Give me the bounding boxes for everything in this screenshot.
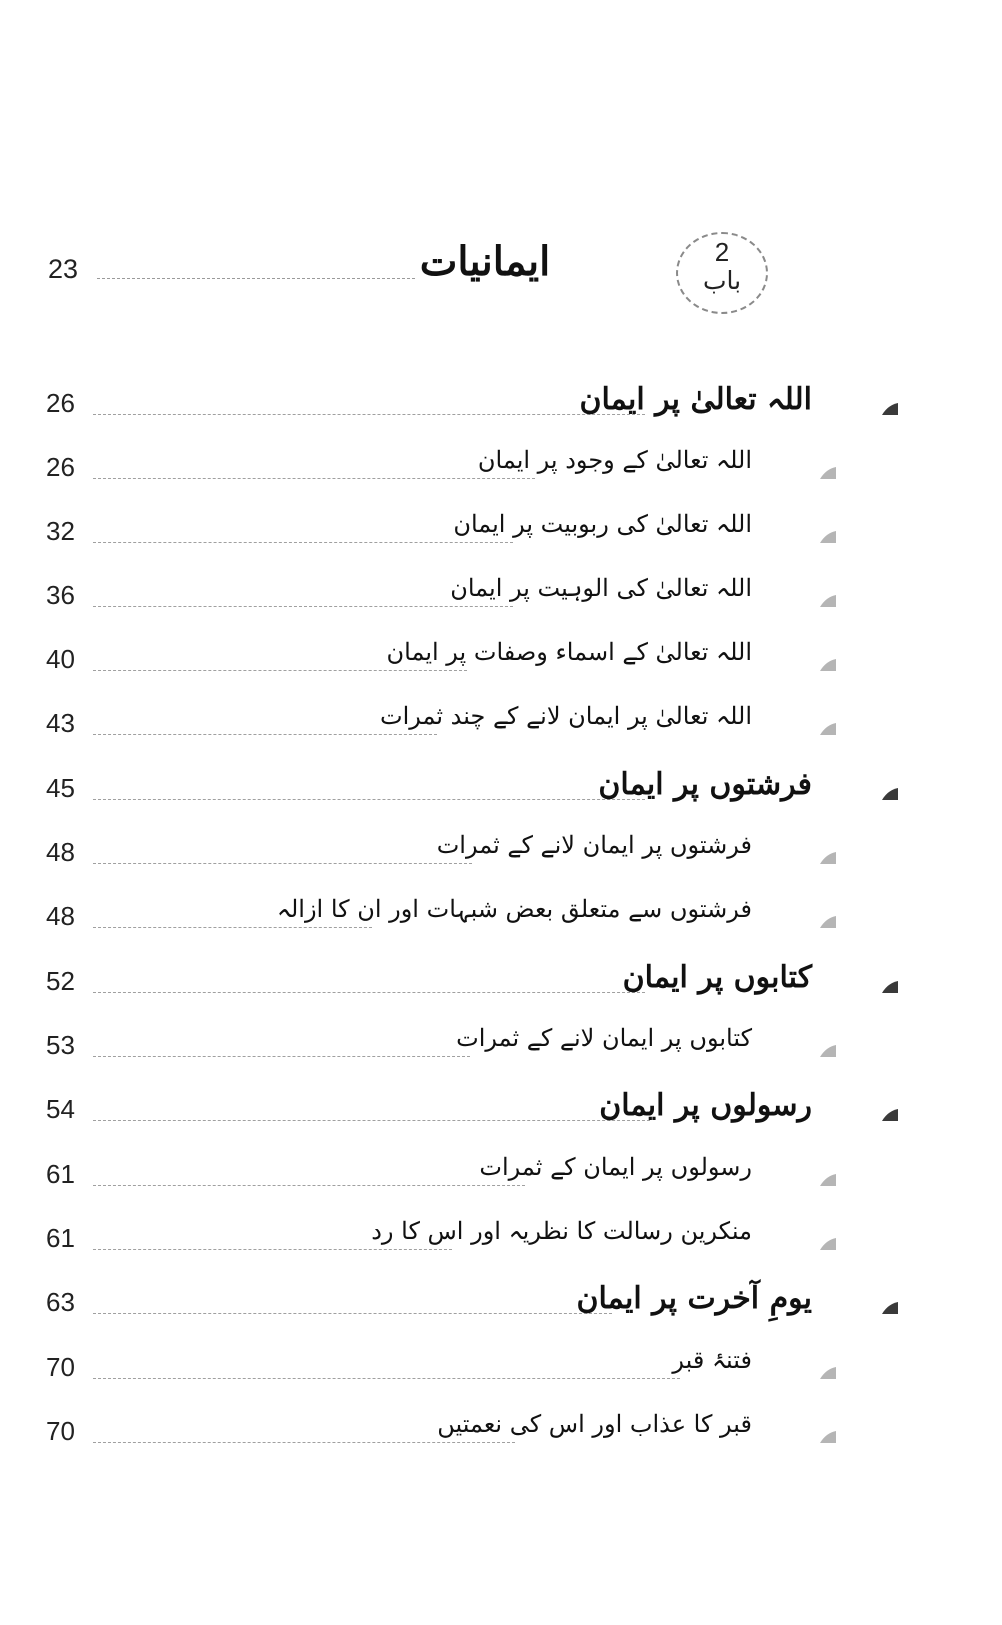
chapter-label: باب	[702, 266, 742, 295]
toc-page-number: 43	[46, 708, 75, 738]
bullet-dark-icon	[880, 980, 900, 994]
leader-dots	[93, 414, 645, 415]
toc-entry[interactable]	[0, 380, 1002, 440]
leader-dots	[93, 1249, 452, 1250]
toc-title: اللہ تعالیٰ کی ربوبیت پر ایمان	[453, 510, 752, 538]
toc-page-number: 26	[46, 452, 75, 482]
toc-page-number: 48	[46, 837, 75, 867]
toc-entry[interactable]	[0, 1086, 1002, 1146]
toc-page-number: 36	[46, 580, 75, 610]
toc-page-number: 52	[46, 966, 75, 996]
toc-title: اللہ تعالیٰ پر ایمان لانے کے چند ثمرات	[379, 702, 752, 730]
toc-entry[interactable]	[0, 765, 1002, 825]
bullet-light-icon	[818, 1237, 838, 1251]
toc-entry[interactable]	[0, 572, 1002, 632]
toc-page-number: 48	[46, 901, 75, 931]
toc-entry[interactable]	[0, 893, 1002, 953]
bullet-light-icon	[818, 1430, 838, 1444]
leader-dots	[93, 606, 513, 607]
leader-dots	[93, 478, 535, 479]
toc-title: اللہ تعالیٰ پر ایمان	[579, 382, 812, 417]
leader-dots	[93, 992, 645, 993]
toc-page-number: 70	[46, 1352, 75, 1382]
toc-entry[interactable]	[0, 444, 1002, 504]
toc-title: فتنۂ قبر	[672, 1346, 752, 1374]
bullet-light-icon	[818, 530, 838, 544]
toc-entry[interactable]	[0, 508, 1002, 568]
toc-title: قبر کا عذاب اور اس کی نعمتیں	[437, 1410, 752, 1438]
toc-entry[interactable]	[0, 1151, 1002, 1211]
leader-dots	[93, 1056, 470, 1057]
bullet-light-icon	[818, 1366, 838, 1380]
toc-page-number: 53	[46, 1030, 75, 1060]
toc-entry[interactable]	[0, 829, 1002, 889]
bullet-light-icon	[818, 1173, 838, 1187]
bullet-light-icon	[818, 594, 838, 608]
bullet-light-icon	[818, 466, 838, 480]
toc-title: فرشتوں پر ایمان لانے کے ثمرات	[436, 831, 752, 859]
bullet-light-icon	[818, 658, 838, 672]
toc-entry[interactable]	[0, 700, 1002, 760]
toc-title: اللہ تعالیٰ کے وجود پر ایمان	[477, 446, 752, 474]
leader-dots	[93, 1185, 525, 1186]
toc-page-number: 61	[46, 1159, 75, 1189]
chapter-number: 2	[714, 237, 730, 267]
toc-entry[interactable]	[0, 958, 1002, 1018]
toc-entry[interactable]	[0, 1215, 1002, 1275]
leader-dots	[93, 799, 645, 800]
toc-title: اللہ تعالیٰ کی الوہیت پر ایمان	[450, 574, 752, 602]
chapter-page-number: 23	[48, 254, 79, 284]
toc-title: فرشتوں پر ایمان	[598, 767, 812, 802]
leader-dots	[93, 734, 437, 735]
bullet-dark-icon	[880, 787, 900, 801]
bullet-light-icon	[818, 1044, 838, 1058]
toc-page-number: 54	[46, 1094, 75, 1124]
leader-dots	[93, 542, 513, 543]
toc-page-number: 70	[46, 1416, 75, 1446]
toc-entry[interactable]	[0, 1022, 1002, 1082]
bullet-light-icon	[818, 851, 838, 865]
leader-dots	[93, 1442, 515, 1443]
toc-entry[interactable]	[0, 1344, 1002, 1404]
toc-entry[interactable]	[0, 1279, 1002, 1339]
toc-title: اللہ تعالیٰ کے اسماء وصفات پر ایمان	[386, 638, 752, 666]
bullet-light-icon	[818, 722, 838, 736]
toc-entry[interactable]	[0, 1408, 1002, 1468]
leader-dots	[93, 1378, 680, 1379]
leader-dots	[93, 1313, 612, 1314]
toc-page-number: 26	[46, 388, 75, 418]
toc-title: یومِ آخرت پر ایمان	[576, 1281, 812, 1316]
bullet-dark-icon	[880, 1108, 900, 1122]
toc-title: رسولوں پر ایمان کے ثمرات	[479, 1153, 752, 1181]
leader-dots	[93, 670, 467, 671]
leader-dots	[93, 863, 472, 864]
bullet-dark-icon	[880, 402, 900, 416]
toc-title: کتابوں پر ایمان	[622, 960, 812, 995]
toc-title: رسولوں پر ایمان	[599, 1088, 812, 1123]
toc-page-number: 63	[46, 1287, 75, 1317]
toc-title: کتابوں پر ایمان لانے کے ثمرات	[456, 1024, 752, 1052]
chapter-title: ایمانیات	[419, 238, 551, 285]
toc-page-number: 40	[46, 644, 75, 674]
toc-entry[interactable]	[0, 636, 1002, 696]
leader-dots	[93, 927, 372, 928]
bullet-light-icon	[818, 915, 838, 929]
toc-title: فرشتوں سے متعلق بعض شبہات اور ان کا ازالہ	[276, 895, 752, 923]
toc-page-number: 61	[46, 1223, 75, 1253]
toc-page-number: 45	[46, 773, 75, 803]
toc-title: منکرین رسالت کا نظریہ اور اس کا رد	[371, 1217, 752, 1245]
toc-page-number: 32	[46, 516, 75, 546]
bullet-dark-icon	[880, 1301, 900, 1315]
leader-dots	[93, 1120, 650, 1121]
